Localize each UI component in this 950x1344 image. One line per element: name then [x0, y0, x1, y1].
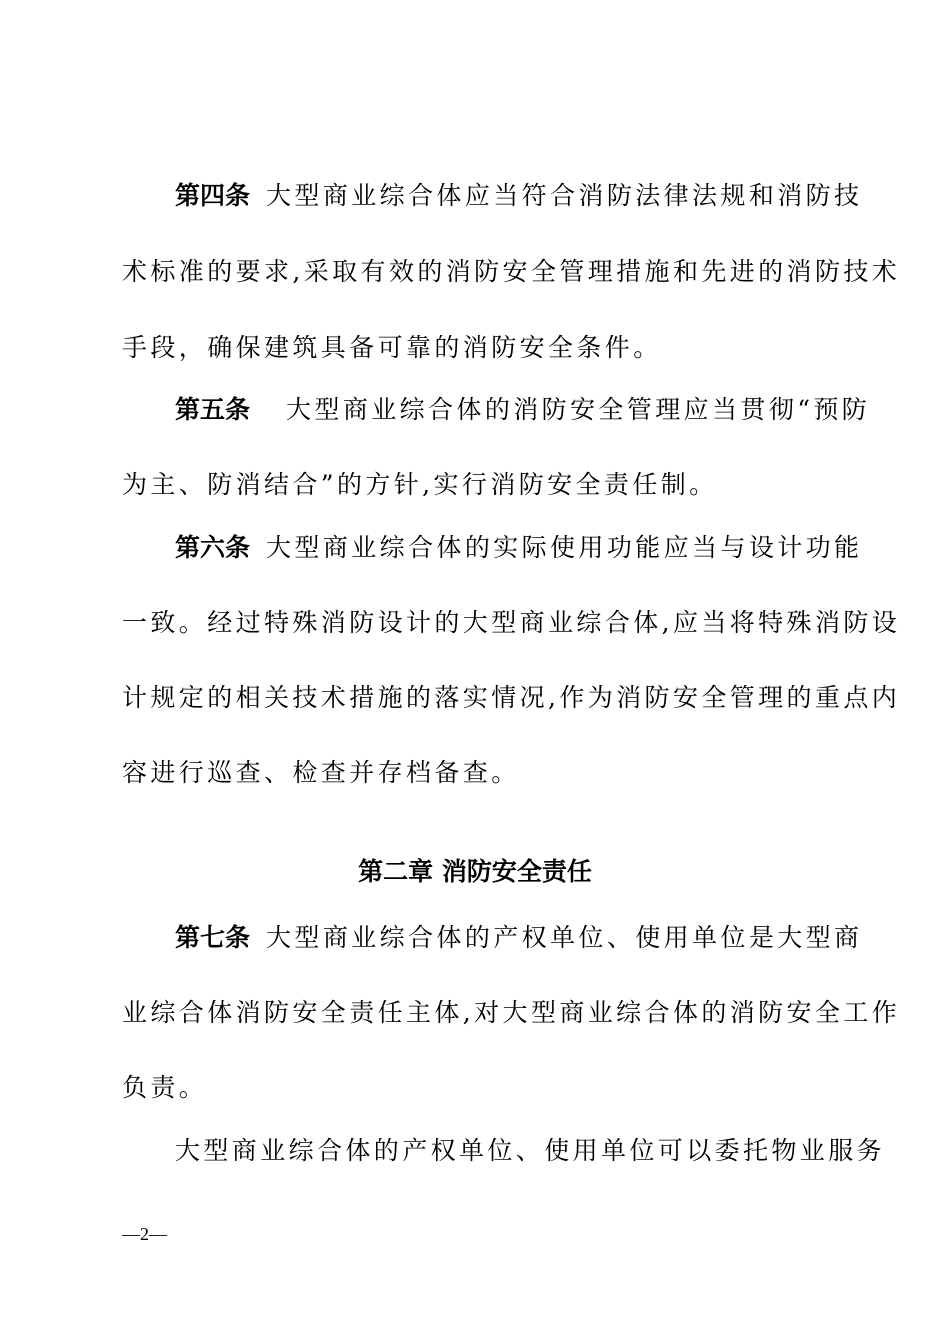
article-5-text-1: 大型商业综合体的消防安全管理应当贯彻“预防: [286, 395, 871, 424]
article-7-label: 第七条: [175, 923, 251, 952]
paragraph-next-line-1: 大型商业综合体的产权单位、使用单位可以委托物业服务: [175, 1136, 886, 1165]
article-6-text-1: 大型商业综合体的实际使用功能应当与设计功能: [266, 533, 863, 562]
article-4-label: 第四条: [175, 181, 251, 210]
article-6-line-2: 一致。经过特殊消防设计的大型商业综合体,应当将特殊消防设: [122, 608, 901, 637]
chapter-2-title: 第二章 消防安全责任: [358, 857, 592, 886]
article-7-line-1: [175, 920, 863, 956]
page-number: —2—: [122, 1224, 167, 1244]
article-5-label: 第五条: [175, 395, 251, 424]
article-4-line-1: [175, 178, 863, 214]
article-6-line-1: [175, 530, 863, 566]
article-4-line-3: 手段，确保建筑具备可靠的消防安全条件。: [122, 333, 662, 362]
article-7-text-1: 大型商业综合体的产权单位、使用单位是大型商: [266, 923, 863, 952]
article-7-line-2: 业综合体消防安全责任主体,对大型商业综合体的消防安全工作: [122, 998, 901, 1027]
article-5-line-2: 为主、防消结合”的方针,实行消防安全责任制。: [122, 470, 718, 499]
article-5-line-1: [175, 392, 871, 428]
article-6-line-4: 容进行巡查、检查并存档备查。: [122, 758, 520, 787]
article-6-label: 第六条: [175, 533, 251, 562]
article-6-line-3: 计规定的相关技术措施的落实情况,作为消防安全管理的重点内: [122, 683, 901, 712]
article-7-line-3: 负责。: [122, 1073, 208, 1102]
article-4-text-1: 大型商业综合体应当符合消防法律法规和消防技: [266, 181, 863, 210]
article-4-line-2: 术标准的要求,采取有效的消防安全管理措施和先进的消防技术: [122, 257, 901, 286]
